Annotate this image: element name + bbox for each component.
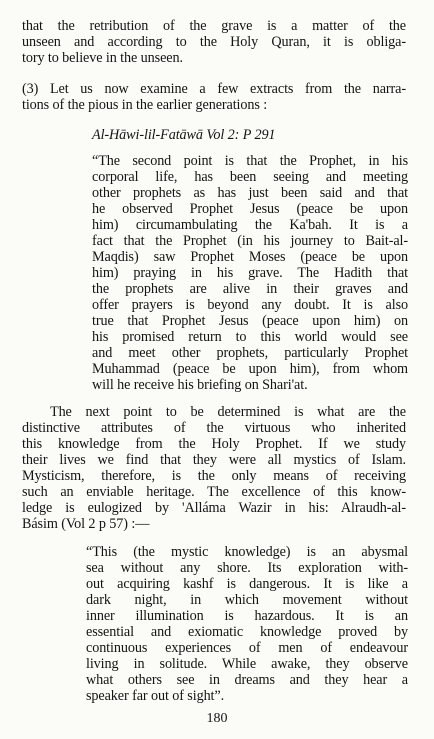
quote1-line: “The second point is that the Prophet, in his — [92, 153, 408, 169]
quote1-line: corporal life, has been seeing and meeting — [92, 169, 408, 185]
quote2-line: speaker far out of sight”. — [86, 688, 225, 704]
para3-line: distinctive attributes of the virtuous who inherited — [22, 420, 406, 436]
quote1-line: him) circumambulating the Ka'bah. It is a — [92, 217, 408, 233]
quote1-line: his promised return to this world would see — [92, 329, 408, 345]
para1-line: tory to believe in the unseen. — [22, 50, 183, 66]
para3-line: Básim (Vol 2 p 57) :— — [22, 516, 150, 532]
quote1-line: offer prayers is beyond any doubt. It is also — [92, 297, 408, 313]
quote2-line: sea without any shore. Its exploration with- — [86, 560, 408, 576]
para3-line: Mysticism, therefore, is the only means of receiving — [22, 468, 406, 484]
para3-line: their lives we find that they were all mystics of Islam. — [22, 452, 406, 468]
para2-line: (3) Let us now examine a few extracts from the narra- — [22, 81, 406, 97]
citation-heading: Al-Hāwi-lil-Fatāwā Vol 2: P 291 — [92, 127, 276, 143]
page-number: 180 — [206, 711, 228, 726]
quote2-line: living in solitude. While awake, they observe — [86, 656, 408, 672]
para3-line: The next point to be determined is what are the — [50, 404, 406, 420]
quote1-line: fact that the Prophet (in his journey to Bait-al- — [92, 233, 408, 249]
quote2-line: essential and exiomatic knowledge proved by — [86, 624, 408, 640]
quote1-line: other prophets as has just been said and that — [92, 185, 408, 201]
quote2-line: dark night, in which movement without — [86, 592, 408, 608]
quote1-line: true that Prophet Jesus (peace upon him) on — [92, 313, 408, 329]
quote2-line: continuous experiences of men of endeavour — [86, 640, 408, 656]
quote1-line: will he receive his briefing on Shari'at. — [92, 377, 308, 393]
para3-line: ledge is eulogized by 'Alláma Wazir in his: Alraudh-al- — [22, 500, 406, 516]
quote2-line: inner illumination is hazardous. It is an — [86, 608, 408, 624]
quote2-line: out acquiring kashf is dangerous. It is like a — [86, 576, 408, 592]
para3-line: such an enviable heritage. The excellence of this know- — [22, 484, 406, 500]
quote1-line: the prophets are alive in their graves and — [92, 281, 408, 297]
quote1-line: Muhammad (peace be upon him), from whom — [92, 361, 408, 377]
quote1-line: Maqdis) saw Prophet Moses (peace be upon — [92, 249, 408, 265]
quote2-line: what others see in dreams and they hear a — [86, 672, 408, 688]
para2-line: tions of the pious in the earlier generations : — [22, 97, 268, 113]
para1-line: unseen and according to the Holy Quran, it is obliga- — [22, 34, 406, 50]
para1-line: that the retribution of the grave is a matter of the — [22, 18, 406, 34]
quote1-line: him) praying in his grave. The Hadith that — [92, 265, 408, 281]
quote1-line: and meet other prophets, particularly Prophet — [92, 345, 408, 361]
quote2-line: “This (the mystic knowledge) is an abysmal — [86, 544, 408, 560]
quote1-line: he observed Prophet Jesus (peace be upon — [92, 201, 408, 217]
para3-line: this knowledge from the Holy Prophet. If we study — [22, 436, 406, 452]
